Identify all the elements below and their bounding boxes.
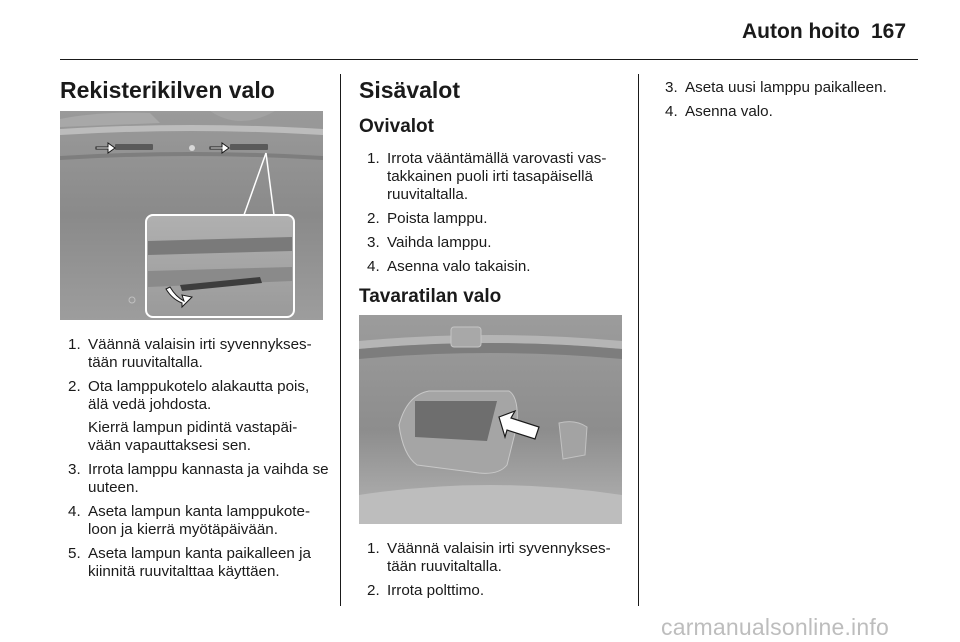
trunk-light-steps [367, 540, 629, 606]
heading-interior-lights: Sisävalot [359, 77, 460, 103]
list-item: 1. Väännä valaisin irti syvennykses-tään ruuvitaltalla. [367, 540, 611, 575]
trunk-light-figure [359, 315, 622, 524]
license-plate-light-figure [60, 111, 323, 320]
list-item: 3. Irrota lamppu kannasta ja vaihda se uuteen. [68, 461, 329, 496]
page-number: 167 [871, 20, 907, 43]
trunk-light-illustration [359, 315, 622, 524]
column-divider-left [340, 74, 341, 606]
watermark: carmanualsonline.info [661, 614, 889, 640]
heading-door-lights: Ovivalot [359, 116, 434, 137]
license-plate-light-illustration [60, 111, 323, 320]
door-light-steps [367, 150, 629, 282]
step-note: Kierrä lampun pidintä vastapäi-vään vapauttaksesi sen. [88, 419, 298, 454]
header-divider [60, 59, 918, 60]
list-item: 4. Aseta lampun kanta lamppukote-loon ja kierrä myötäpäivään. [68, 503, 311, 538]
heading-license-plate-light: Rekisterikilven valo [60, 77, 275, 103]
list-item: 3. Aseta uusi lamppu paikalleen. [665, 79, 887, 96]
list-item: 2. Ota lamppukotelo alakautta pois, älä vedä johdosta. Kierrä lampun pidintä vastapäi-vään vapauttaksesi sen. [68, 378, 330, 455]
list-item: 2. Irrota polttimo. [367, 582, 485, 599]
license-plate-steps [68, 336, 330, 587]
column-divider-right [638, 74, 639, 606]
list-item: 1. Väännä valaisin irti syvennykses-tään ruuvitaltalla. [68, 336, 312, 371]
trunk-light-steps-continued [665, 79, 927, 127]
list-item: 4. Asenna valo takaisin. [367, 258, 531, 275]
list-item: 4. Asenna valo. [665, 103, 773, 120]
list-item: 2. Poista lamppu. [367, 210, 488, 227]
section-title: Auton hoito [742, 20, 860, 43]
list-item: 1. Irrota vääntämällä varovasti vas-takkainen puoli irti tasapäisellä ruuvitaltalla. [367, 150, 607, 203]
heading-trunk-light: Tavaratilan valo [359, 286, 502, 307]
list-item: 3. Vaihda lamppu. [367, 234, 492, 251]
list-item: 5. Aseta lampun kanta paikalleen ja kiinnitä ruuvitalttaa käyttäen. [68, 545, 311, 580]
